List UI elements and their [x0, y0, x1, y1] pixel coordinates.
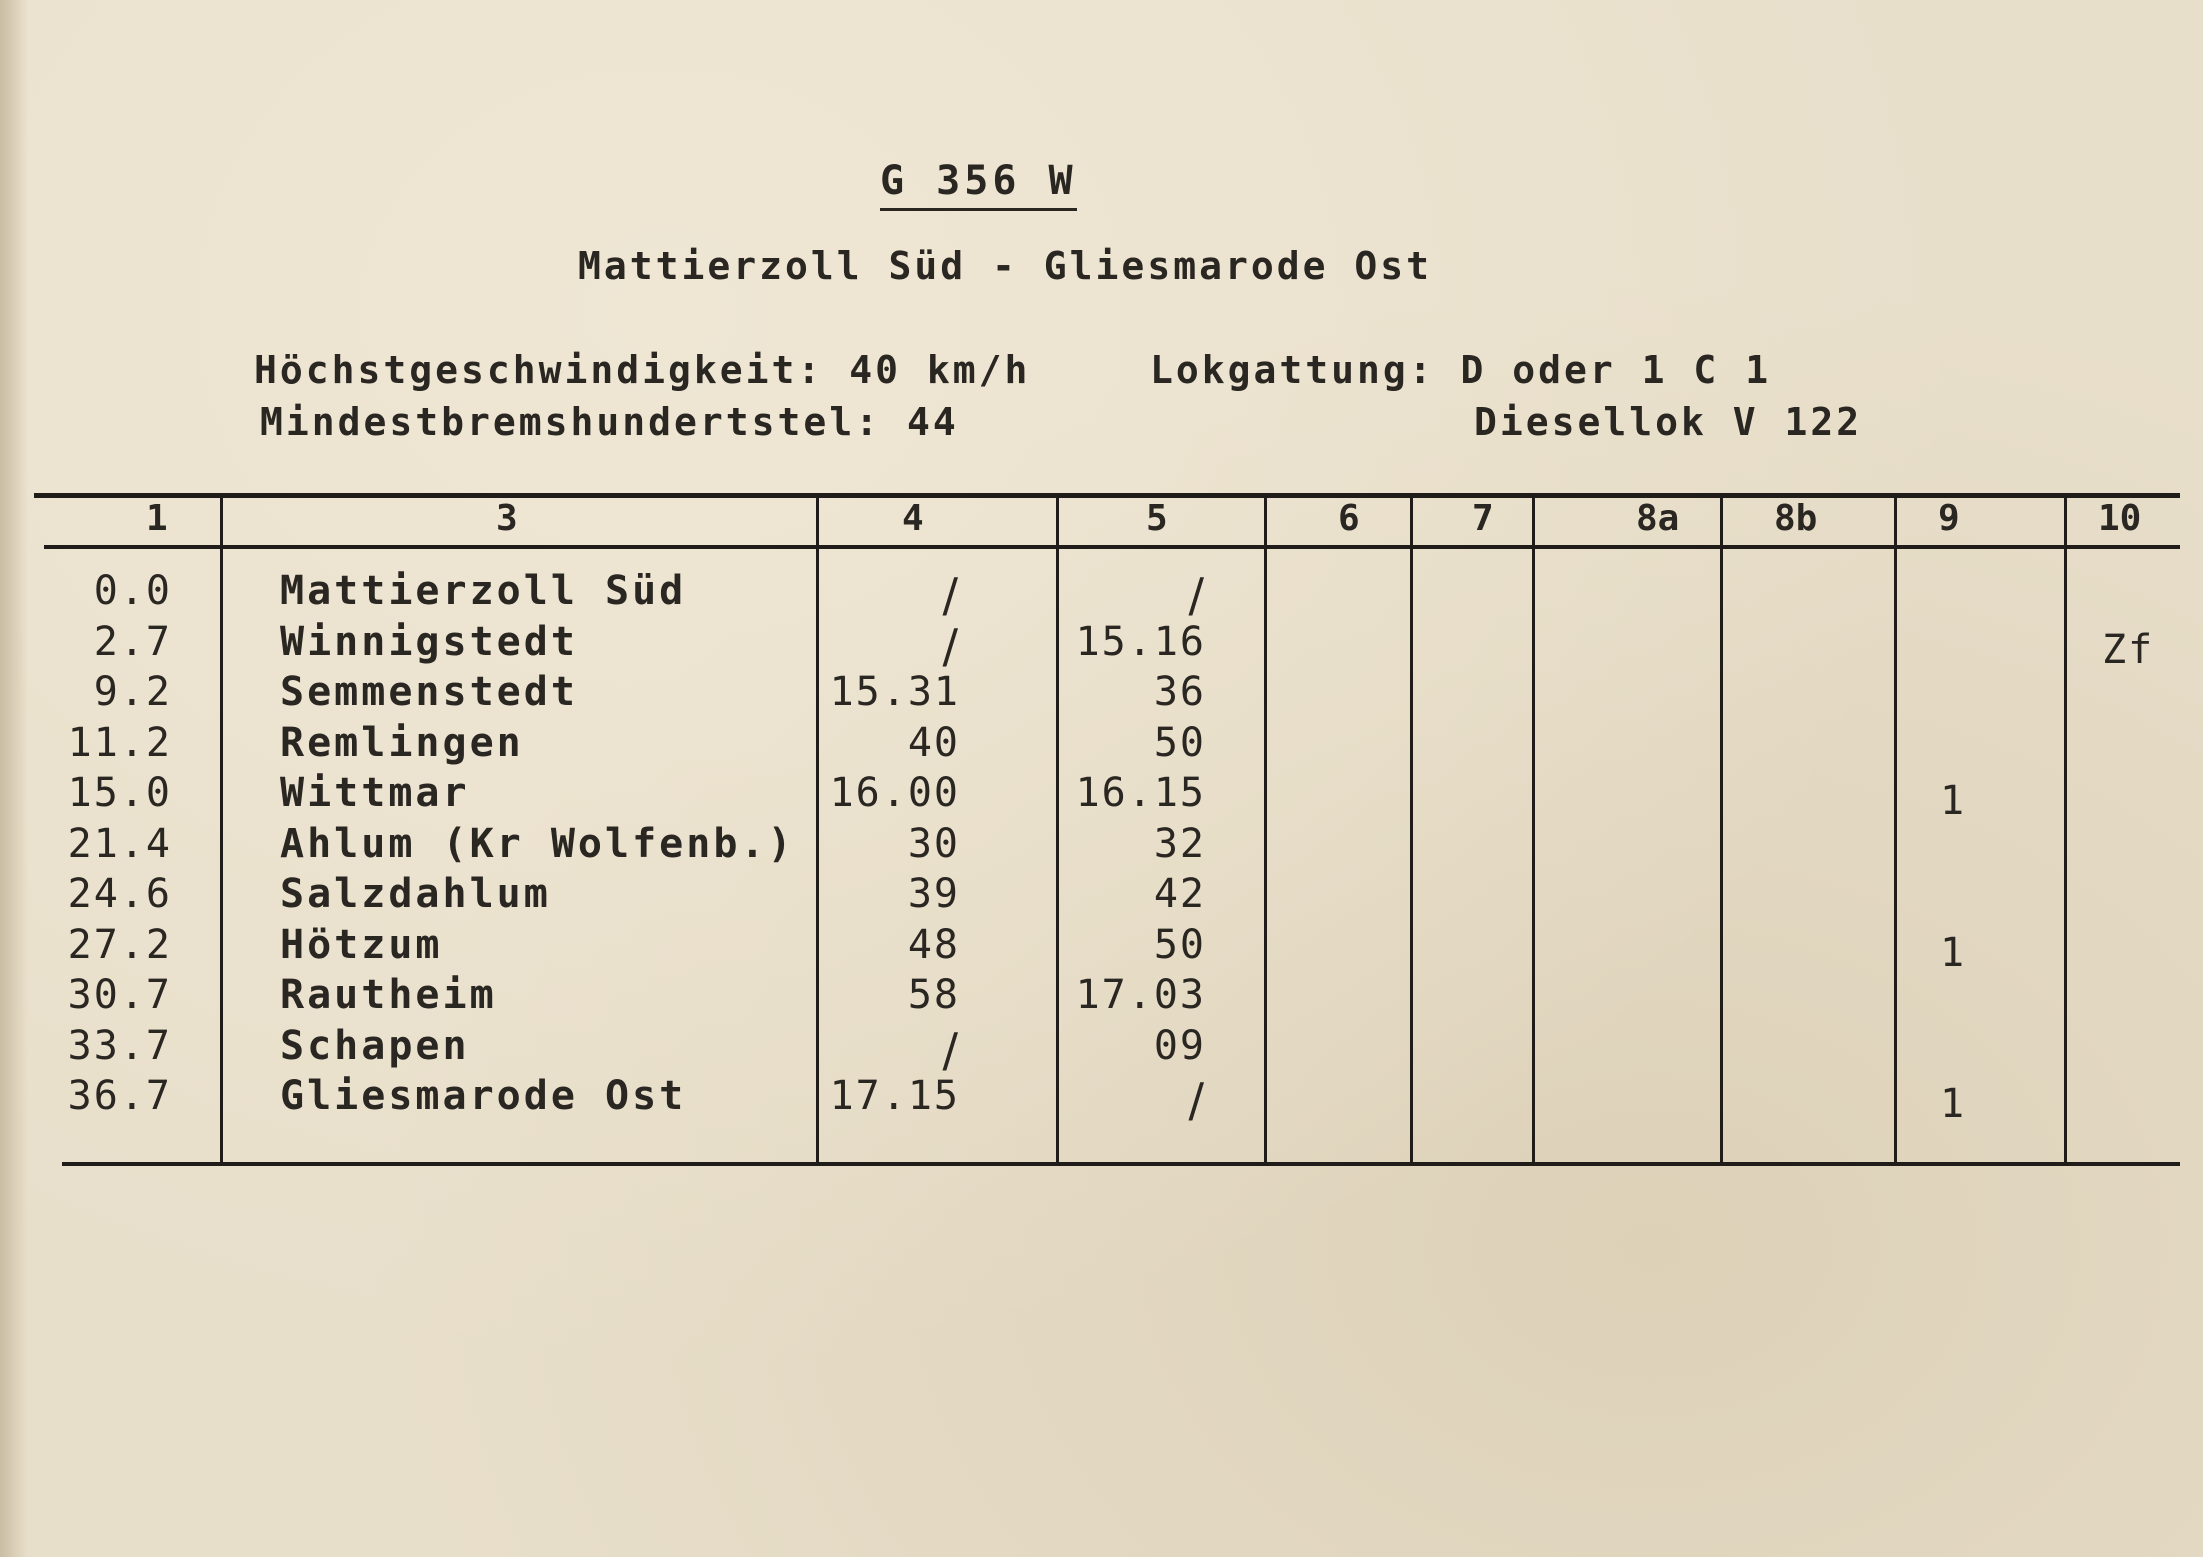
arrival-time: /: [942, 1022, 960, 1077]
station-name: Gliesmarode Ost: [280, 1073, 687, 1119]
arrival-time: 30: [907, 820, 960, 867]
table-bottom-rule: [62, 1162, 2180, 1166]
departure-time: 36: [1153, 669, 1206, 715]
column-header: 6: [1338, 498, 1360, 539]
column-header: 8a: [1636, 498, 1680, 539]
train-number-title: G 356 W: [880, 158, 1077, 211]
route-heading: Mattierzoll Süd - Gliesmarode Ost: [578, 244, 1432, 288]
column-divider: [1720, 498, 1723, 1166]
column-divider: [1056, 498, 1059, 1166]
table-header-rule: [44, 545, 2180, 549]
column-header: 10: [2098, 498, 2142, 539]
max-speed-text: Höchstgeschwindigkeit: 40 km/h: [254, 348, 1031, 392]
station-name: Remlingen: [280, 719, 524, 766]
page-edge-shadow: [0, 0, 28, 1557]
arrival-time: 16.00: [829, 770, 960, 816]
km-value: 9.2: [93, 669, 172, 715]
column-header: 5: [1146, 498, 1168, 539]
brake-percentage-text: Mindestbremshundertstel: 44: [260, 400, 959, 444]
station-name: Ahlum (Kr Wolfenb.): [280, 820, 795, 867]
column-header: 9: [1938, 498, 1960, 539]
station-name: Salzdahlum: [280, 871, 551, 917]
km-value: 11.2: [67, 719, 172, 766]
arrival-time: 17.15: [829, 1073, 960, 1119]
km-value: 0.0: [93, 568, 172, 614]
loco-class-text: Lokgattung: D oder 1 C 1: [1150, 348, 1772, 392]
column-header: 3: [496, 498, 518, 539]
km-value: 2.7: [93, 618, 172, 665]
column-divider: [1264, 498, 1267, 1166]
column-9-mark: 1: [1940, 929, 1967, 976]
km-value: 30.7: [67, 972, 172, 1018]
station-name: Rautheim: [280, 972, 497, 1018]
arrival-time: 48: [907, 921, 960, 968]
station-name: Hötzum: [280, 921, 443, 968]
column-header: 4: [902, 498, 924, 539]
station-name: Schapen: [280, 1022, 470, 1069]
column-9-mark: 1: [1940, 778, 1967, 824]
column-10-mark: Zf: [2102, 626, 2155, 673]
departure-time: 42: [1153, 871, 1206, 917]
km-value: 27.2: [67, 921, 172, 968]
km-value: 36.7: [67, 1073, 172, 1119]
arrival-time: /: [942, 618, 960, 673]
arrival-time: 39: [907, 871, 960, 917]
departure-time: 50: [1153, 719, 1206, 766]
column-divider: [816, 498, 819, 1166]
departure-time: 15.16: [1075, 618, 1206, 665]
column-divider: [220, 498, 223, 1166]
departure-time: 16.15: [1075, 770, 1206, 816]
column-divider: [1532, 498, 1535, 1166]
departure-time: /: [1188, 1073, 1206, 1127]
diesel-loco-text: Diesellok V 122: [1474, 400, 1863, 444]
column-divider: [2064, 498, 2067, 1166]
arrival-time: /: [942, 568, 960, 622]
arrival-time: 15.31: [829, 669, 960, 715]
column-9-mark: 1: [1940, 1081, 1967, 1127]
column-header: 7: [1472, 498, 1494, 539]
arrival-time: 40: [907, 719, 960, 766]
km-value: 15.0: [67, 770, 172, 816]
departure-time: 17.03: [1075, 972, 1206, 1018]
column-divider: [1410, 498, 1413, 1166]
arrival-time: 58: [907, 972, 960, 1018]
departure-time: 50: [1153, 921, 1206, 968]
station-name: Winnigstedt: [280, 618, 578, 665]
km-value: 24.6: [67, 871, 172, 917]
column-header: 8b: [1774, 498, 1818, 539]
station-name: Wittmar: [280, 770, 470, 816]
departure-time: /: [1188, 568, 1206, 622]
km-value: 21.4: [67, 820, 172, 867]
station-name: Semmenstedt: [280, 669, 578, 715]
km-value: 33.7: [67, 1022, 172, 1069]
table-top-rule: [34, 493, 2180, 498]
column-header: 1: [146, 498, 168, 539]
column-divider: [1894, 498, 1897, 1166]
station-name: Mattierzoll Süd: [280, 568, 687, 614]
departure-time: 09: [1153, 1022, 1206, 1069]
departure-time: 32: [1153, 820, 1206, 867]
